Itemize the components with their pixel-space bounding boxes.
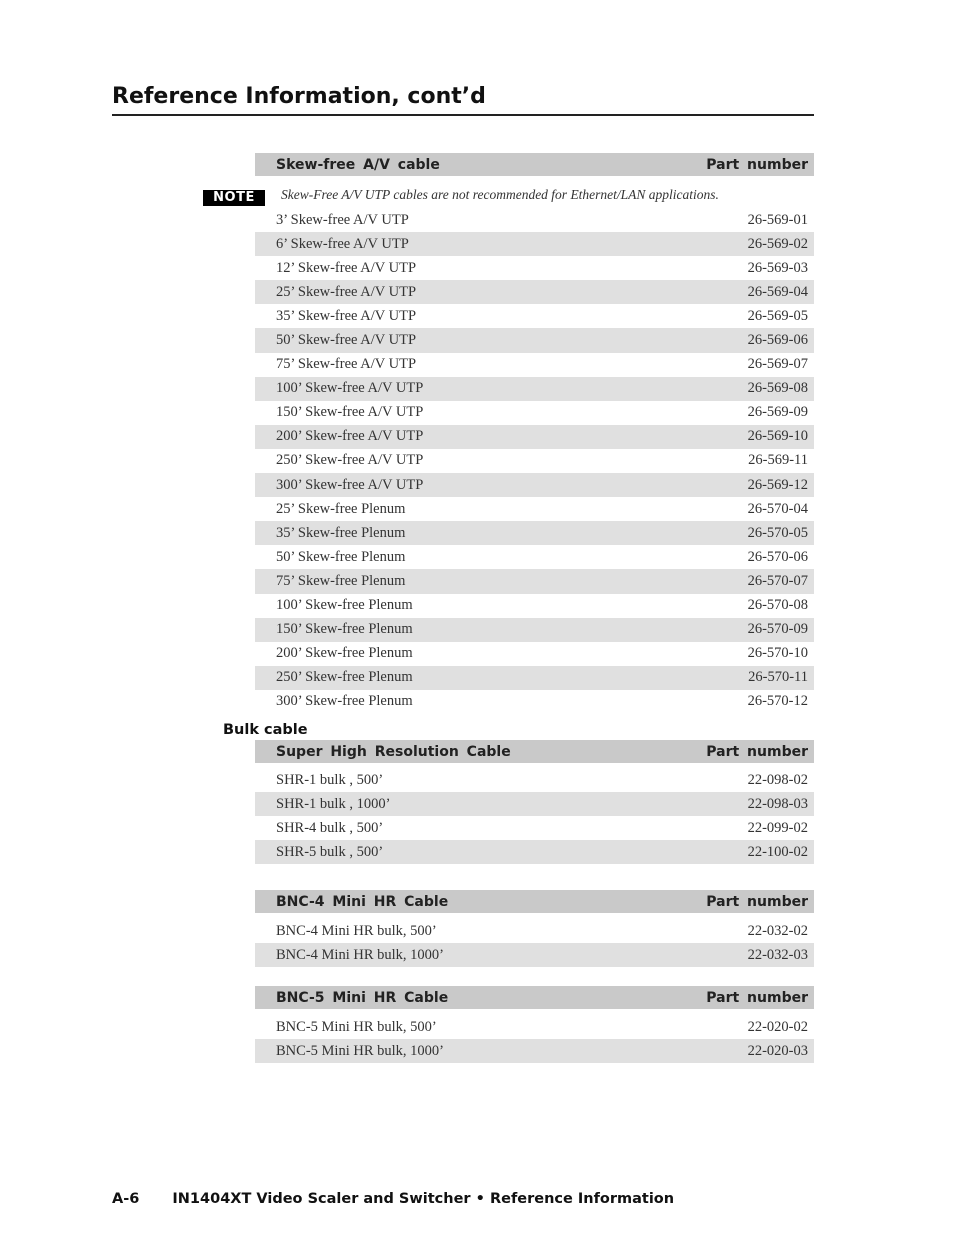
shr-table (255, 740, 814, 864)
table-row (255, 690, 814, 714)
part-number: 22-032-03 (747, 946, 808, 963)
table-row (255, 280, 814, 304)
cable-name: 300’ Skew-free Plenum (276, 693, 413, 710)
part-number: 22-098-02 (747, 771, 808, 788)
part-number: 26-570-06 (747, 548, 808, 565)
skew-free-table-header (255, 153, 814, 176)
table-row (255, 473, 814, 497)
part-number: 26-569-05 (747, 307, 808, 324)
cable-name: SHR-4 bulk , 500’ (276, 819, 384, 836)
cable-name: SHR-1 bulk , 1000’ (276, 795, 391, 812)
cable-name: 25’ Skew-free Plenum (276, 500, 406, 517)
bnc4-table-header (255, 890, 814, 913)
table-row (255, 1039, 814, 1063)
table-row (255, 521, 814, 545)
cable-name: 150’ Skew-free Plenum (276, 621, 413, 638)
footer-text: IN1404XT Video Scaler and Switcher • Reference Information (172, 1191, 675, 1207)
part-number: 26-570-08 (747, 597, 808, 614)
note-badge: NOTE (203, 190, 265, 206)
part-number: 26-570-11 (748, 669, 808, 686)
part-number: 26-569-03 (747, 259, 808, 276)
cable-name: BNC-4 Mini HR bulk, 1000’ (276, 946, 444, 963)
table-row (255, 642, 814, 666)
table-row (255, 768, 814, 792)
part-number: 26-569-04 (747, 283, 808, 300)
shr-table-header (255, 740, 814, 763)
table-row (255, 919, 814, 943)
table-row (255, 304, 814, 328)
part-number: 22-020-02 (747, 1018, 808, 1035)
part-number-header: Part number (706, 743, 808, 760)
part-number: 26-570-10 (747, 645, 808, 662)
part-number: 26-570-04 (747, 500, 808, 517)
cable-name: 200’ Skew-free A/V UTP (276, 428, 424, 445)
table-row (255, 618, 814, 642)
part-number-header: Part number (706, 989, 808, 1006)
skew-free-header-label: Skew-free A/V cable (276, 156, 440, 173)
skew-free-rows (255, 208, 814, 714)
table-row (255, 569, 814, 593)
part-number: 26-569-07 (747, 356, 808, 373)
table-row (255, 1015, 814, 1039)
table-row (255, 666, 814, 690)
part-number: 26-569-06 (747, 332, 808, 349)
part-number: 26-570-05 (747, 524, 808, 541)
cable-name: 150’ Skew-free A/V UTP (276, 404, 424, 421)
part-number-header: Part number (706, 893, 808, 910)
table-row (255, 353, 814, 377)
skew-free-table (255, 153, 814, 176)
table-row (255, 208, 814, 232)
cable-name: BNC-5 Mini HR bulk, 1000’ (276, 1042, 444, 1059)
cable-name: 200’ Skew-free Plenum (276, 645, 413, 662)
cable-name: 50’ Skew-free Plenum (276, 548, 406, 565)
part-number: 22-100-02 (747, 843, 808, 860)
part-number: 26-569-12 (747, 476, 808, 493)
part-number: 26-569-08 (747, 380, 808, 397)
table-row (255, 943, 814, 967)
page-title: Reference Information, cont’d (112, 84, 486, 109)
part-number: 22-099-02 (747, 819, 808, 836)
cable-name: 25’ Skew-free A/V UTP (276, 283, 417, 300)
part-number: 26-569-09 (747, 404, 808, 421)
cable-name: 12’ Skew-free A/V UTP (276, 259, 417, 276)
part-number: 22-020-03 (747, 1042, 808, 1059)
part-number: 26-570-12 (747, 693, 808, 710)
cable-name: 50’ Skew-free A/V UTP (276, 332, 417, 349)
cable-name: BNC-5 Mini HR bulk, 500’ (276, 1018, 437, 1035)
table-row (255, 425, 814, 449)
cable-name: BNC-4 Mini HR bulk, 500’ (276, 922, 437, 939)
page-footer (112, 1191, 674, 1207)
title-divider (112, 114, 814, 116)
cable-name: 75’ Skew-free A/V UTP (276, 356, 417, 373)
table-row (255, 377, 814, 401)
table-row (255, 401, 814, 425)
table-row (255, 232, 814, 256)
shr-header-label: Super High Resolution Cable (276, 743, 511, 760)
cable-name: 3’ Skew-free A/V UTP (276, 211, 409, 228)
part-number: 26-569-02 (747, 235, 808, 252)
bulk-cable-heading: Bulk cable (223, 722, 308, 738)
note-text: Skew-Free A/V UTP cables are not recommended for Ethernet/LAN applications. (281, 187, 719, 202)
part-number: 22-098-03 (747, 795, 808, 812)
cable-name: 6’ Skew-free A/V UTP (276, 235, 409, 252)
cable-name: 250’ Skew-free A/V UTP (276, 452, 424, 469)
cable-name: 35’ Skew-free A/V UTP (276, 307, 417, 324)
bnc4-table (255, 890, 814, 967)
table-row (255, 792, 814, 816)
table-row (255, 545, 814, 569)
bnc5-table (255, 986, 814, 1063)
part-number: 26-570-09 (747, 621, 808, 638)
part-number: 26-570-07 (747, 572, 808, 589)
table-row (255, 497, 814, 521)
cable-name: 75’ Skew-free Plenum (276, 572, 406, 589)
part-number: 26-569-10 (747, 428, 808, 445)
table-row (255, 449, 814, 473)
part-number: 26-569-01 (747, 211, 808, 228)
part-number: 26-569-11 (748, 452, 808, 469)
bnc5-table-header (255, 986, 814, 1009)
cable-name: 250’ Skew-free Plenum (276, 669, 413, 686)
table-row (255, 328, 814, 352)
bnc4-header-label: BNC-4 Mini HR Cable (276, 893, 449, 910)
cable-name: SHR-5 bulk , 500’ (276, 843, 384, 860)
cable-name: 100’ Skew-free A/V UTP (276, 380, 424, 397)
table-row (255, 840, 814, 864)
cable-name: SHR-1 bulk , 500’ (276, 771, 384, 788)
table-row (255, 816, 814, 840)
part-number-header: Part number (706, 156, 808, 173)
cable-name: 35’ Skew-free Plenum (276, 524, 406, 541)
table-row (255, 256, 814, 280)
table-row (255, 594, 814, 618)
part-number: 22-032-02 (747, 922, 808, 939)
bnc5-header-label: BNC-5 Mini HR Cable (276, 989, 449, 1006)
page-number: A-6 (112, 1191, 140, 1207)
cable-name: 300’ Skew-free A/V UTP (276, 476, 424, 493)
cable-name: 100’ Skew-free Plenum (276, 597, 413, 614)
